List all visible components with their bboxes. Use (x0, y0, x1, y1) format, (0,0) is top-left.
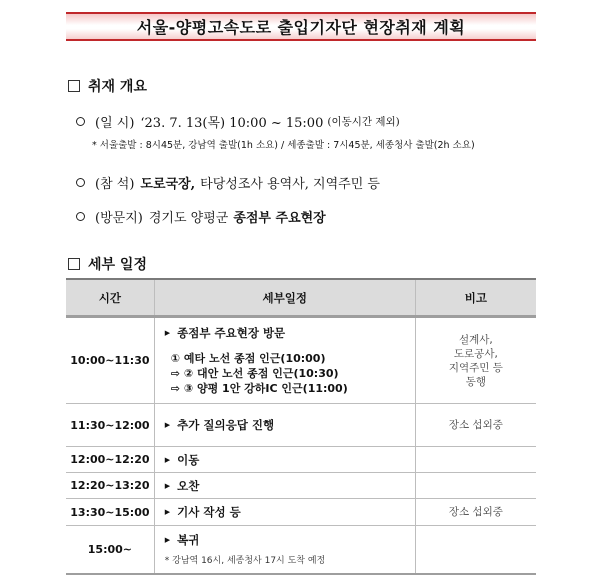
remark-cell (415, 526, 536, 574)
circle-bullet-icon (76, 212, 85, 221)
triangle-bullet-icon: ▶ (164, 455, 171, 464)
schedule-item (155, 325, 415, 341)
circle-bullet-icon (76, 178, 85, 187)
detail-cell (154, 473, 415, 499)
section-title: 세부 일정 (88, 257, 147, 273)
document-title: 서울-양평고속도로 출입기자단 현장취재 계획 (136, 18, 466, 37)
schedule-item (155, 478, 415, 494)
triangle-bullet-icon: ▶ (164, 508, 171, 516)
column-header-time: 시간 (66, 279, 154, 317)
location-line (76, 207, 326, 226)
schedule-item (155, 452, 415, 468)
checkbox-square-icon (68, 80, 80, 92)
attendees-line (76, 173, 380, 192)
schedule-suffix: (이동시간 제외) (327, 116, 400, 128)
table-row (66, 447, 536, 473)
subitem: ⇨ ③ 양평 1안 강하IC 인근(11:00) (170, 382, 348, 395)
checkbox-square-icon (68, 258, 80, 270)
table-row (66, 526, 536, 574)
detail-cell (154, 404, 415, 447)
section-overview-heading (68, 76, 147, 96)
remark-line: 도로공사, (453, 347, 498, 360)
circle-bullet-icon (76, 117, 85, 126)
time-cell: 12:20~13:20 (66, 473, 154, 499)
schedule-value: ‘23. 7. 13(목) 10:00 ~ 15:00 (140, 116, 324, 131)
time-cell: 13:30~15:00 (66, 499, 154, 526)
remark-cell (415, 473, 536, 499)
time-cell: 12:00~12:20 (66, 447, 154, 473)
attendees-value: 타당성조사 용역사, 지역주민 등 (200, 177, 380, 192)
schedule-item (155, 504, 415, 520)
schedule-item (155, 532, 415, 548)
remark-line: 동행 (465, 375, 486, 388)
item-text: 종점부 주요현장 방문 (177, 326, 286, 340)
time-cell: 15:00~ (66, 526, 154, 574)
item-text: 오찬 (177, 478, 200, 493)
triangle-bullet-icon: ▶ (164, 536, 171, 545)
item-text: 복귀 (177, 533, 200, 548)
triangle-bullet-icon: ▶ (164, 481, 171, 490)
departure-note: * 서울출발 : 8시45분, 강남역 출발(1h 소요) / 세종출발 : 7시45분, 세종청사 출발(2h 소요) (92, 140, 475, 151)
attendees-bold: 도로국장, (140, 177, 196, 192)
column-header-detail: 세부일정 (154, 279, 415, 317)
time-cell: 10:00~11:30 (66, 317, 154, 404)
table-row (66, 404, 536, 447)
table-header-row (66, 279, 536, 317)
section-details-heading (68, 254, 147, 274)
time-cell: 11:30~12:00 (66, 404, 154, 447)
location-bold: 종점부 주요현장 (233, 211, 326, 226)
item-text: 기사 작성 등 (177, 505, 241, 519)
table-row (66, 499, 536, 526)
subitem: ⇨ ② 대안 노선 종점 인근(10:30) (170, 367, 339, 380)
arrival-note: * 강남역 16시, 세종청사 17시 도착 예정 (164, 556, 326, 567)
remark-cell (415, 317, 536, 404)
column-header-remark: 비고 (415, 279, 536, 317)
table-row (66, 473, 536, 499)
remark-cell: 장소 섭외중 (415, 404, 536, 447)
schedule-line (76, 112, 400, 131)
item-text: 이동 (177, 452, 200, 467)
schedule-table (66, 278, 536, 575)
subitem: ① 예타 노선 종점 인근(10:00) (170, 352, 326, 365)
section-title: 취재 개요 (88, 79, 147, 95)
remark-line: 지역주민 등 (448, 361, 503, 374)
document-title-bar (66, 12, 536, 41)
detail-cell (154, 526, 415, 574)
schedule-label: (일 시) (95, 116, 135, 131)
detail-cell (154, 317, 415, 404)
remark-cell (415, 447, 536, 473)
remark-cell: 장소 섭외중 (415, 499, 536, 526)
item-text: 추가 질의응답 진행 (177, 418, 275, 432)
triangle-bullet-icon: ▶ (164, 421, 171, 429)
attendees-label: (참 석) (95, 177, 135, 192)
remark-line: 설계사, (458, 333, 493, 346)
detail-cell (154, 499, 415, 526)
table-row (66, 317, 536, 404)
schedule-item (155, 417, 415, 433)
location-label: (방문지) (95, 211, 143, 226)
location-value: 경기도 양평군 (148, 211, 229, 226)
triangle-bullet-icon: ▶ (164, 329, 171, 337)
detail-cell (154, 447, 415, 473)
